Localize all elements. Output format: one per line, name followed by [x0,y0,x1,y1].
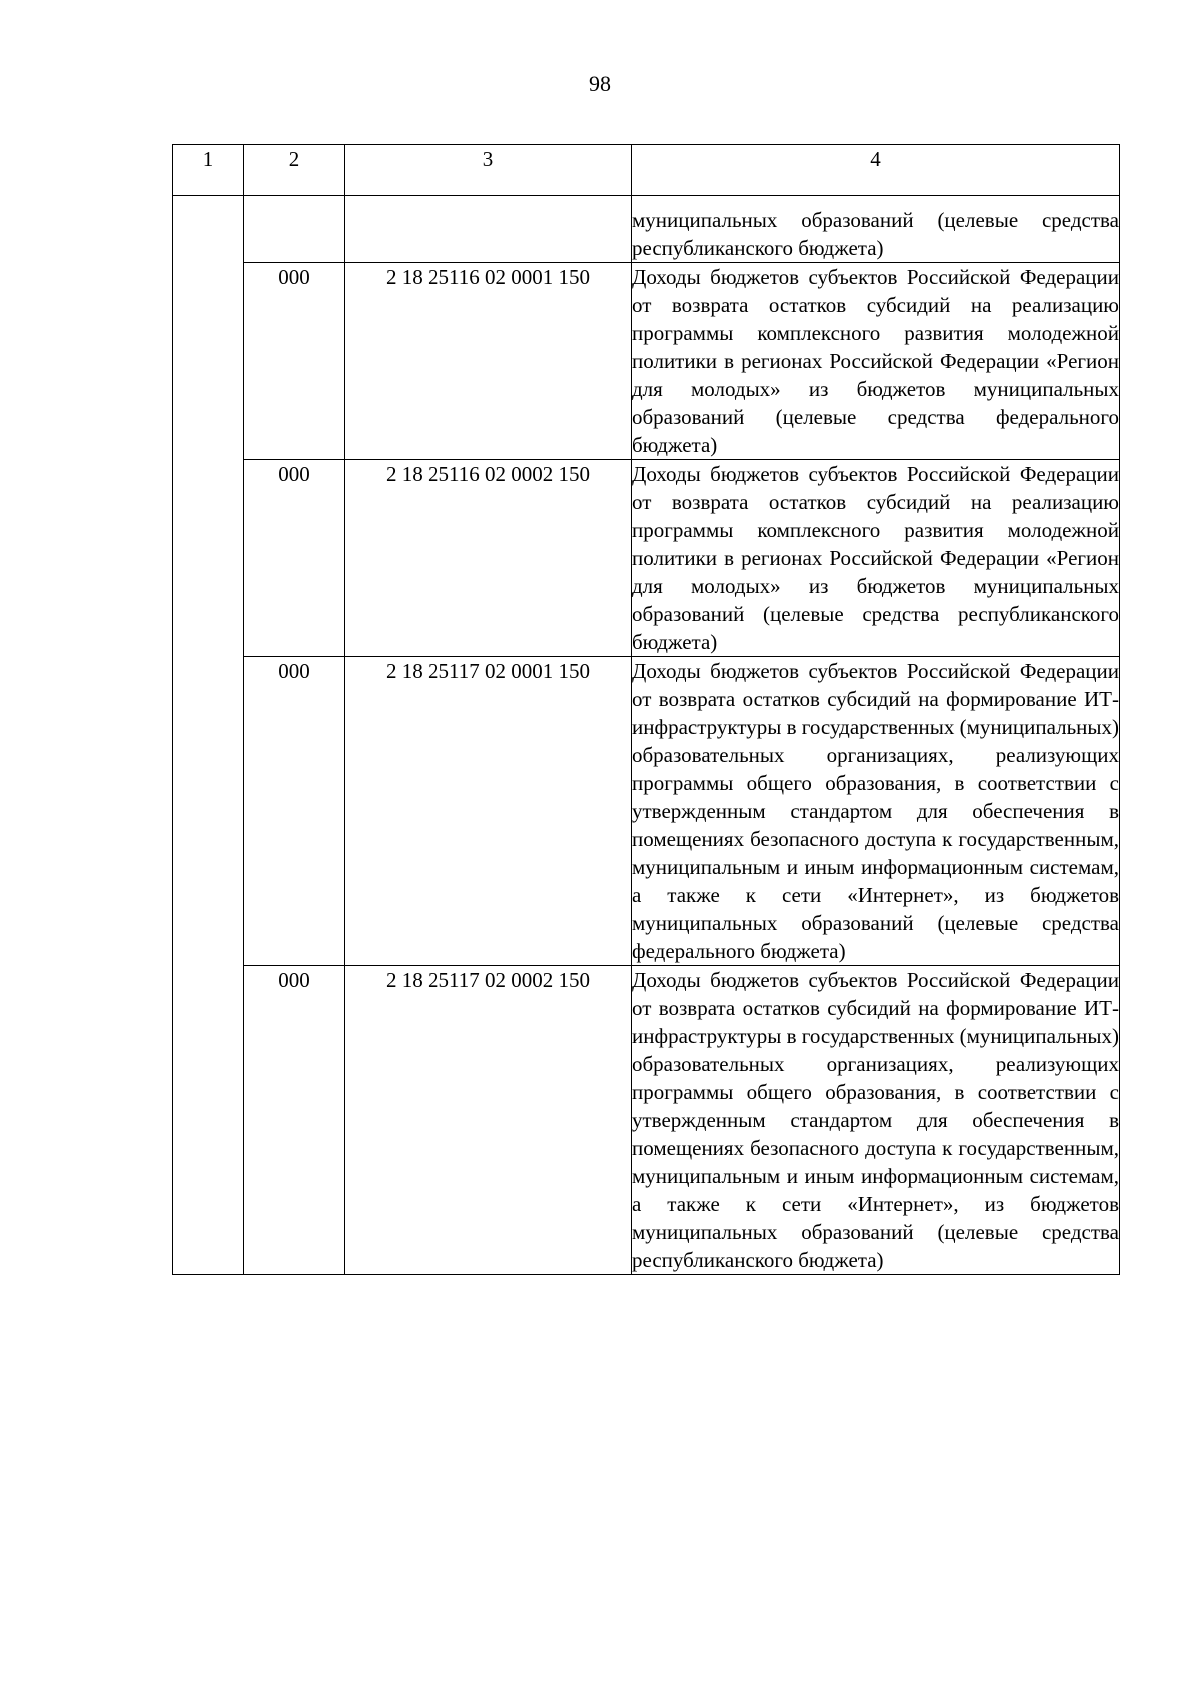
table-row [173,196,1120,263]
description-cell: Доходы бюджетов субъектов Российской Федерации от возврата остатков субсидий на реализацию программы комплексного развития молодежной политики в регионах Российской Федерации «Регион для молодых» из бюджетов муниципальных образований (целевые средства федерального бюджета) [632,263,1120,460]
budget-classification-code-cell: 2 18 25116 02 0001 150 [345,263,632,460]
budget-classification-code-cell: 2 18 25117 02 0001 150 [345,657,632,966]
table-header-row [173,145,1120,196]
table-row [173,263,1120,460]
header-cell-2: 2 [244,145,345,196]
header-cell-4: 4 [632,145,1120,196]
budget-classification-code-cell: 2 18 25117 02 0002 150 [345,966,632,1275]
description-cell: муниципальных образований (целевые средства республиканского бюджета) [632,196,1120,263]
page-number: 98 [589,71,611,96]
budget-classification-code-cell: 2 18 25116 02 0002 150 [345,460,632,657]
admin-code-cell: 000 [244,263,345,460]
table-row [173,460,1120,657]
admin-code-cell: 000 [244,460,345,657]
description-cell: Доходы бюджетов субъектов Российской Федерации от возврата остатков субсидий на формирование ИТ-инфраструктуры в государственных (муниципальных) образовательных организациях, реализующих программы общего образования, в соответствии с утвержденным стандартом для обеспечения в помещениях безопасного доступа к государственным, муниципальным и иным информационным системам, а также к сети «Интернет», из бюджетов муниципальных образований (целевые средства федерального бюджета) [632,657,1120,966]
admin-code-cell: 000 [244,966,345,1275]
table-row [173,966,1120,1275]
admin-code-cell: 000 [244,657,345,966]
header-cell-1: 1 [173,145,244,196]
budget-code-table [172,144,1120,1275]
description-cell: Доходы бюджетов субъектов Российской Федерации от возврата остатков субсидий на формирование ИТ-инфраструктуры в государственных (муниципальных) образовательных организациях, реализующих программы общего образования, в соответствии с утвержденным стандартом для обеспечения в помещениях безопасного доступа к государственным, муниципальным и иным информационным системам, а также к сети «Интернет», из бюджетов муниципальных образований (целевые средства республиканского бюджета) [632,966,1120,1275]
budget-classification-code-cell [345,196,632,263]
header-cell-3: 3 [345,145,632,196]
description-cell: Доходы бюджетов субъектов Российской Федерации от возврата остатков субсидий на реализацию программы комплексного развития молодежной политики в регионах Российской Федерации «Регион для молодых» из бюджетов муниципальных образований (целевые средства республиканского бюджета) [632,460,1120,657]
merged-column-1-cell [173,196,244,1275]
table-row [173,657,1120,966]
admin-code-cell [244,196,345,263]
